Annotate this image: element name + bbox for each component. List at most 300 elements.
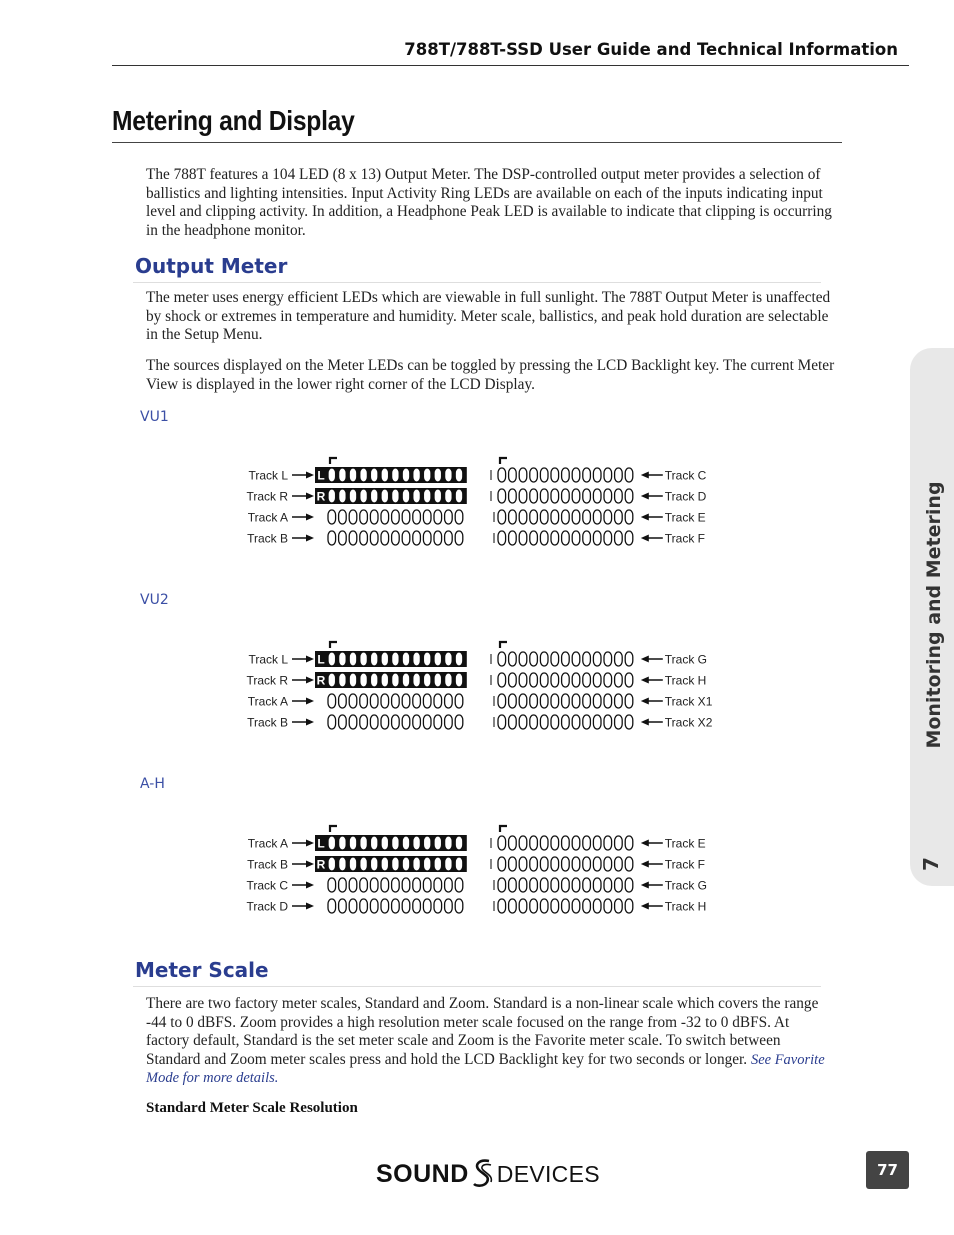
meter-led [392, 652, 400, 666]
meter-led [381, 673, 389, 687]
meter-led [593, 510, 601, 524]
meter-led [392, 531, 400, 545]
right-track-label: Track X1 [664, 694, 713, 709]
meter-led [509, 715, 517, 729]
meter-led [423, 510, 431, 524]
left-peak-marker-icon [330, 458, 337, 464]
meter-led [530, 510, 538, 524]
meter-led [519, 531, 527, 545]
meter-led [583, 878, 591, 892]
meter-led [381, 836, 389, 850]
meter-led [339, 673, 347, 687]
left-track-label: Track C [246, 878, 288, 893]
meter-led [381, 694, 389, 708]
meter-led [349, 652, 357, 666]
logo-s-swirl-icon [470, 1157, 496, 1189]
meter-led [530, 673, 538, 687]
meter-led [349, 531, 357, 545]
meter-led [402, 531, 410, 545]
meter-led [445, 489, 453, 503]
meter-led [583, 694, 591, 708]
meter-led [604, 531, 612, 545]
arrowhead-icon [306, 677, 314, 684]
meter-led [562, 489, 570, 503]
meter-led [370, 531, 378, 545]
arrowhead-icon [306, 719, 314, 726]
meter-led [540, 510, 548, 524]
meter-led [360, 836, 368, 850]
meter-led [583, 531, 591, 545]
meter-led [604, 468, 612, 482]
meter-led [562, 531, 570, 545]
meter-led [498, 652, 506, 666]
meter-led [572, 489, 580, 503]
meter-led [562, 673, 570, 687]
meter-led [328, 468, 336, 482]
chapter-number: 7 [918, 857, 943, 871]
meter-led [381, 468, 389, 482]
arrowhead-icon [306, 493, 314, 500]
left-track-label: Track R [246, 673, 288, 688]
meter-led [423, 694, 431, 708]
meter-led [572, 531, 580, 545]
arrowhead-icon [306, 903, 314, 910]
meter-led [593, 878, 601, 892]
meter-led [455, 836, 463, 850]
meter-led [551, 878, 559, 892]
arrowhead-icon [306, 472, 314, 479]
vu1-label: VU1 [140, 409, 169, 425]
right-track-label: Track X2 [664, 715, 713, 730]
meter-led [593, 468, 601, 482]
meter-led [455, 489, 463, 503]
meter-led [615, 878, 623, 892]
arrowhead-icon [306, 840, 314, 847]
meter-led [625, 531, 633, 545]
meter-led [593, 899, 601, 913]
meter-led [370, 673, 378, 687]
right-track-label: Track D [664, 489, 707, 504]
meter-led [615, 673, 623, 687]
meter-led [328, 489, 336, 503]
output-meter-rule [133, 282, 821, 283]
meter-scale-heading: Meter Scale [135, 958, 269, 982]
meter-led [615, 531, 623, 545]
meter-led [530, 878, 538, 892]
meter-led [625, 878, 633, 892]
meter-led [402, 836, 410, 850]
meter-led [339, 694, 347, 708]
right-track-label: Track G [664, 652, 708, 667]
meter-led [423, 652, 431, 666]
meter-led [604, 857, 612, 871]
meter-led [445, 857, 453, 871]
meter-led [519, 673, 527, 687]
meter-led [519, 652, 527, 666]
meter-led [509, 531, 517, 545]
meter-led [625, 715, 633, 729]
meter-led [498, 510, 506, 524]
meter-led [413, 531, 421, 545]
meter-led [530, 715, 538, 729]
ah-meter-diagram [230, 823, 730, 923]
meter-led [455, 899, 463, 913]
meter-led [413, 489, 421, 503]
meter-led [604, 878, 612, 892]
meter-led [423, 468, 431, 482]
meter-led [360, 510, 368, 524]
page-title: Metering and Display [112, 105, 355, 136]
meter-led [455, 510, 463, 524]
meter-led [328, 857, 336, 871]
meter-led [530, 468, 538, 482]
meter-led [615, 899, 623, 913]
meter-led [349, 878, 357, 892]
meter-led [551, 510, 559, 524]
meter-led [572, 694, 580, 708]
meter-led [615, 468, 623, 482]
meter-led [455, 531, 463, 545]
favorite-mode-link[interactable]: See Favorite Mode for more details. [146, 1051, 825, 1087]
meter-scale-text: There are two factory meter scales, Standard and Zoom. Standard is a non-linear scale which covers the range -44 to 0 dBFS. Zoom provides a high resolution meter scale focused on the range from -32 to 0 dBFS. At factory default, Standard is the set meter scale and Zoom is the Favorite meter scale. To switch between Standard and Zoom meter scales press and hold the LCD Backlight key for two seconds or longer. [146, 995, 819, 1068]
meter-led [498, 694, 506, 708]
meter-led [519, 878, 527, 892]
arrowhead-icon [306, 535, 314, 542]
meter-led [498, 531, 506, 545]
meter-led [540, 468, 548, 482]
meter-led [593, 836, 601, 850]
meter-led [583, 857, 591, 871]
meter-led [583, 715, 591, 729]
meter-led [604, 489, 612, 503]
meter-led [572, 857, 580, 871]
left-track-label: Track B [247, 857, 288, 872]
meter-led [402, 899, 410, 913]
meter-led [423, 715, 431, 729]
meter-led [402, 857, 410, 871]
meter-led [604, 673, 612, 687]
meter-led [615, 510, 623, 524]
meter-led [445, 715, 453, 729]
meter-led [519, 857, 527, 871]
meter-led [360, 652, 368, 666]
meter-led [604, 836, 612, 850]
page-number: 77 [866, 1151, 909, 1189]
meter-led [434, 531, 442, 545]
meter-led [562, 899, 570, 913]
arrowhead-icon [306, 861, 314, 868]
meter-led [530, 899, 538, 913]
meter-led [530, 857, 538, 871]
meter-led [551, 715, 559, 729]
meter-led [392, 899, 400, 913]
channel-badge: R [316, 857, 326, 872]
meter-led [615, 489, 623, 503]
meter-led [519, 510, 527, 524]
meter-led [625, 489, 633, 503]
meter-led [339, 836, 347, 850]
meter-led [625, 836, 633, 850]
meter-led [540, 531, 548, 545]
meter-led [434, 673, 442, 687]
meter-led [455, 468, 463, 482]
meter-led [562, 694, 570, 708]
meter-led [360, 531, 368, 545]
meter-led [381, 899, 389, 913]
meter-led [498, 673, 506, 687]
meter-led [402, 468, 410, 482]
meter-led [445, 531, 453, 545]
meter-led [328, 836, 336, 850]
meter-led [583, 468, 591, 482]
meter-led [328, 531, 336, 545]
meter-scale-rule [133, 986, 821, 987]
right-track-label: Track F [664, 531, 706, 546]
meter-led [445, 510, 453, 524]
meter-led [562, 857, 570, 871]
meter-led [625, 899, 633, 913]
meter-led [360, 694, 368, 708]
meter-led [583, 673, 591, 687]
meter-led [445, 673, 453, 687]
meter-led [509, 510, 517, 524]
right-peak-marker-icon [500, 458, 507, 464]
meter-led [551, 857, 559, 871]
meter-led [519, 899, 527, 913]
meter-led [360, 673, 368, 687]
meter-led [583, 899, 591, 913]
meter-led [551, 489, 559, 503]
meter-led [392, 694, 400, 708]
meter-led [445, 694, 453, 708]
left-track-label: Track L [248, 652, 288, 667]
meter-led [562, 652, 570, 666]
meter-led [509, 899, 517, 913]
meter-led [562, 836, 570, 850]
meter-led [392, 836, 400, 850]
meter-led [392, 857, 400, 871]
meter-led [370, 878, 378, 892]
meter-led [434, 694, 442, 708]
channel-badge: L [317, 836, 325, 851]
channel-badge: L [317, 652, 325, 667]
meter-led [423, 531, 431, 545]
vu1-meter-diagram [230, 455, 730, 555]
meter-led [339, 715, 347, 729]
meter-led [370, 694, 378, 708]
meter-led [434, 489, 442, 503]
meter-led [509, 489, 517, 503]
meter-led [498, 878, 506, 892]
meter-led [530, 652, 538, 666]
meter-led [349, 673, 357, 687]
meter-led [349, 836, 357, 850]
meter-led [339, 857, 347, 871]
meter-led [360, 878, 368, 892]
meter-led [392, 715, 400, 729]
left-track-label: Track D [246, 899, 288, 914]
meter-led [615, 836, 623, 850]
meter-led [498, 489, 506, 503]
meter-led [349, 694, 357, 708]
meter-led [445, 836, 453, 850]
meter-led [392, 510, 400, 524]
meter-led [593, 652, 601, 666]
meter-led [339, 489, 347, 503]
running-header: 788T/788T-SSD User Guide and Technical Information [404, 40, 898, 59]
meter-led [593, 531, 601, 545]
meter-led [445, 652, 453, 666]
meter-led [392, 468, 400, 482]
right-track-label: Track H [664, 673, 707, 688]
meter-led [349, 468, 357, 482]
meter-led [455, 715, 463, 729]
meter-led [509, 673, 517, 687]
meter-led [625, 652, 633, 666]
meter-led [370, 510, 378, 524]
meter-led [381, 878, 389, 892]
chapter-side-tab-text: Monitoring and Metering [923, 481, 945, 749]
meter-led [498, 468, 506, 482]
meter-led [370, 715, 378, 729]
meter-led [551, 652, 559, 666]
meter-led [455, 857, 463, 871]
sound-devices-logo: SOUND DEVICES [376, 1157, 600, 1189]
meter-led [593, 694, 601, 708]
meter-led [370, 857, 378, 871]
meter-led [413, 652, 421, 666]
meter-led [625, 857, 633, 871]
meter-led [593, 715, 601, 729]
meter-led [615, 694, 623, 708]
meter-led [328, 694, 336, 708]
right-track-label: Track F [664, 857, 706, 872]
meter-led [370, 899, 378, 913]
meter-led [562, 468, 570, 482]
meter-led [381, 652, 389, 666]
meter-led [434, 878, 442, 892]
output-meter-heading: Output Meter [135, 254, 288, 278]
meter-led [551, 673, 559, 687]
meter-led [519, 836, 527, 850]
meter-led [402, 652, 410, 666]
meter-led [413, 673, 421, 687]
meter-led [540, 878, 548, 892]
left-track-label: Track L [248, 468, 288, 483]
meter-led [328, 899, 336, 913]
meter-led [360, 489, 368, 503]
left-track-label: Track A [247, 510, 288, 525]
meter-led [434, 468, 442, 482]
right-peak-marker-icon [500, 826, 507, 832]
meter-led [339, 510, 347, 524]
meter-led [562, 510, 570, 524]
meter-led [540, 694, 548, 708]
meter-led [381, 489, 389, 503]
meter-led [360, 899, 368, 913]
meter-led [615, 715, 623, 729]
meter-led [540, 489, 548, 503]
standard-scale-subheading: Standard Meter Scale Resolution [146, 1100, 358, 1116]
meter-led [540, 899, 548, 913]
meter-led [455, 878, 463, 892]
meter-led [551, 836, 559, 850]
meter-led [339, 652, 347, 666]
meter-led [583, 510, 591, 524]
meter-led [339, 878, 347, 892]
meter-led [402, 715, 410, 729]
meter-led [572, 878, 580, 892]
meter-led [572, 468, 580, 482]
meter-led [370, 836, 378, 850]
meter-led [583, 652, 591, 666]
left-track-label: Track B [247, 531, 288, 546]
meter-led [349, 489, 357, 503]
meter-led [509, 468, 517, 482]
meter-led [604, 652, 612, 666]
meter-led [604, 694, 612, 708]
meter-led [509, 836, 517, 850]
meter-led [381, 715, 389, 729]
meter-led [392, 878, 400, 892]
meter-led [583, 489, 591, 503]
meter-led [625, 468, 633, 482]
meter-led [381, 510, 389, 524]
meter-led [381, 857, 389, 871]
meter-led [604, 899, 612, 913]
meter-led [572, 715, 580, 729]
meter-led [509, 652, 517, 666]
meter-led [455, 673, 463, 687]
meter-led [530, 836, 538, 850]
meter-led [402, 673, 410, 687]
meter-led [339, 531, 347, 545]
meter-led [413, 694, 421, 708]
left-track-label: Track B [247, 715, 288, 730]
meter-led [455, 694, 463, 708]
meter-led [370, 468, 378, 482]
meter-led [328, 673, 336, 687]
meter-led [413, 857, 421, 871]
meter-led [593, 673, 601, 687]
meter-led [540, 836, 548, 850]
meter-led [540, 652, 548, 666]
intro-paragraph: The 788T features a 104 LED (8 x 13) Output Meter. The DSP-controlled output meter provides a selection of ballistics and lighting intensities. Input Activity Ring LEDs are available on each of the inputs indicating input level and clipping activity. In addition, a Headphone Peak LED is available to indicate that clipping is occurring in the headphone monitor. [146, 166, 832, 239]
meter-led [509, 878, 517, 892]
meter-led [370, 489, 378, 503]
meter-led [625, 694, 633, 708]
meter-led [434, 510, 442, 524]
channel-badge: R [316, 489, 326, 504]
meter-led [498, 857, 506, 871]
left-peak-marker-icon [330, 642, 337, 648]
right-peak-marker-icon [500, 642, 507, 648]
meter-led [360, 857, 368, 871]
meter-led [434, 857, 442, 871]
meter-led [572, 510, 580, 524]
meter-led [445, 899, 453, 913]
ah-label: A-H [140, 776, 165, 792]
right-track-label: Track G [664, 878, 708, 893]
output-meter-paragraph-2: The sources displayed on the Meter LEDs can be toggled by pressing the LCD Backlight key. The current Meter View is displayed in the lower right corner of the LCD Display. [146, 357, 835, 393]
meter-led [455, 652, 463, 666]
meter-led [625, 673, 633, 687]
meter-led [423, 673, 431, 687]
meter-led [413, 899, 421, 913]
right-track-label: Track H [664, 899, 707, 914]
meter-led [328, 715, 336, 729]
meter-led [423, 878, 431, 892]
